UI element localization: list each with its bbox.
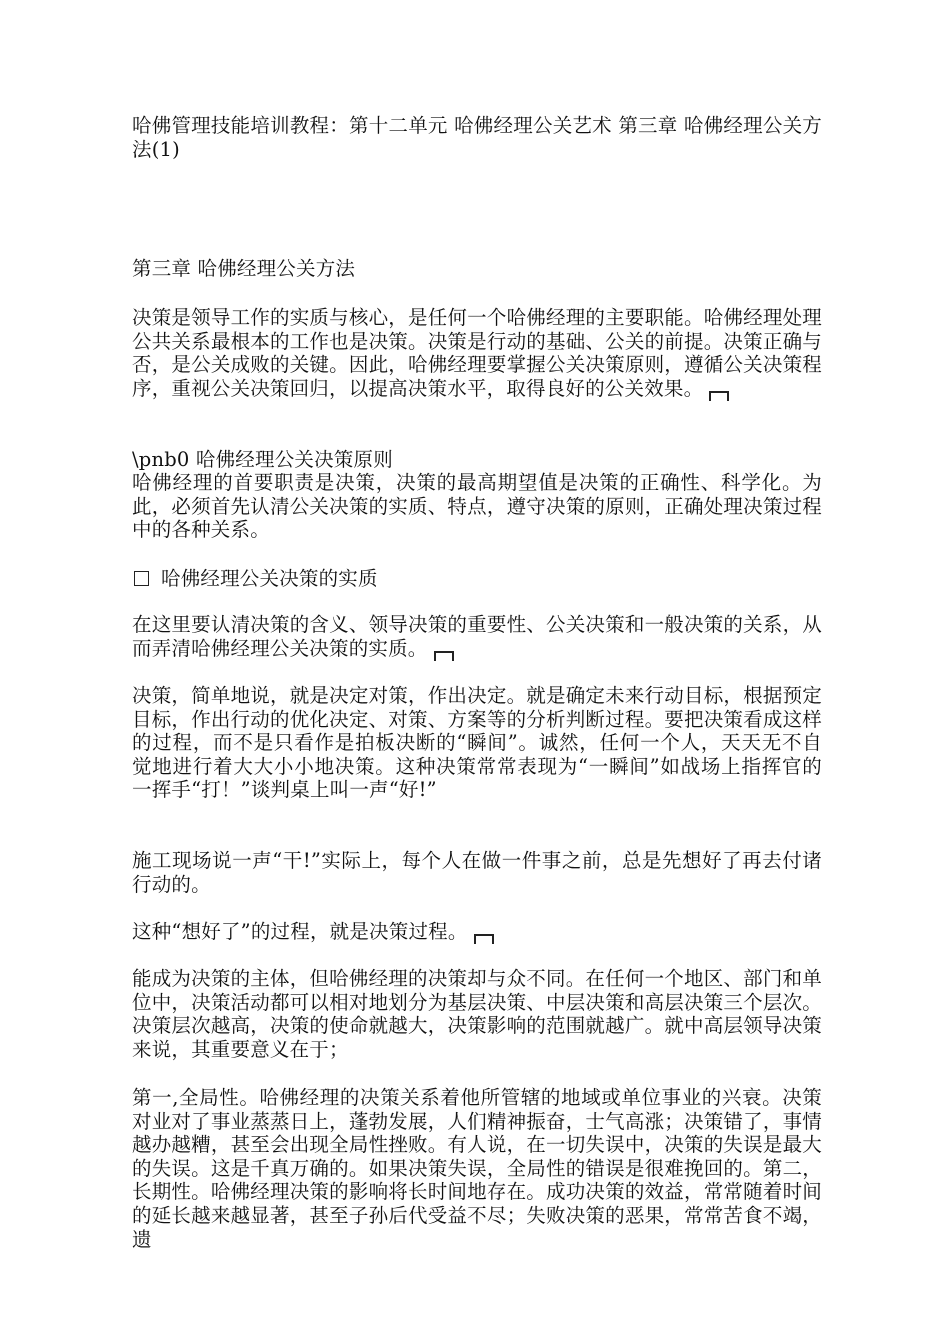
checkbox-square-icon bbox=[134, 571, 149, 586]
paragraph-understanding bbox=[132, 613, 822, 661]
paragraph-text: 在这里要认清决策的含义、领导决策的重要性、公关决策和一般决策的关系，从而弄清哈佛经理公关决策的实质。 bbox=[132, 613, 822, 660]
paragraph-definition: 决策，简单地说，就是决定对策，作出决定。就是确定未来行动目标，根据预定目标，作出行动的优化决定、对策、方案等的分析判断过程。要把决策看成这样的过程，而不是只看作是拍板决断的“瞬间”。诚然，任何一个人，天天无不自觉地进行着大大小小地决策。这种决策常常表现为“一瞬间”如战场上指挥官的一挥手“打！”谈判桌上叫一声“好!” bbox=[132, 684, 822, 802]
subsection-heading-text: 哈佛经理公关决策的实质 bbox=[161, 567, 378, 590]
paragraph-intro bbox=[132, 306, 822, 401]
chapter-heading: 第三章 哈佛经理公关方法 bbox=[132, 257, 356, 280]
paragraph-duty: 哈佛经理的首要职责是决策，决策的最高期望值是决策的正确性、科学化。为此，必须首先认清公关决策的实质、特点，遵守决策的原则，正确处理决策过程中的各种关系。 bbox=[132, 471, 822, 542]
paragraph-construction: 施工现场说一声“干!”实际上，每个人在做一件事之前，总是先想好了再去付诸行动的。 bbox=[132, 849, 822, 896]
subsection-heading bbox=[132, 567, 822, 591]
paragraph-significance: 第一,全局性。哈佛经理的决策关系着他所管辖的地域或单位事业的兴衰。决策对业对了事业蒸蒸日上，蓬勃发展，人们精神振奋，士气高涨；决策错了，事情越办越糟，甚至会出现全局性挫败。有人说，在一切失误中，决策的失误是最大的失误。这是千真万确的。如果决策失误，全局性的错误是很难挽回的。第二，长期性。哈佛经理决策的影响将长时间地存在。成功决策的效益，常常随着时间的延长越来越显著，甚至子孙后代受益不尽；失败决策的恶果，常常苦食不竭，遗 bbox=[132, 1086, 822, 1251]
document-title: 哈佛管理技能培训教程：第十二单元 哈佛经理公关艺术 第三章 哈佛经理公关方法(1) bbox=[132, 114, 822, 161]
paragraph-break-mark-icon bbox=[434, 651, 454, 661]
paragraph-break-mark-icon bbox=[474, 934, 494, 944]
paragraph-text: 决策是领导工作的实质与核心，是任何一个哈佛经理的主要职能。哈佛经理处理公共关系最根本的工作也是决策。决策是行动的基础、公关的前提。决策正确与否，是公关成败的关键。因此，哈佛经理要掌握公关决策原则，遵循公关决策程序，重视公关决策回归，以提高决策水平，取得良好的公关效果。 bbox=[132, 306, 822, 400]
paragraph-text: 这种“想好了”的过程，就是决策过程。 bbox=[132, 920, 468, 943]
paragraph-break-mark-icon bbox=[709, 391, 729, 401]
paragraph-process bbox=[132, 920, 822, 944]
section-heading: \pnb0 哈佛经理公关决策原则 bbox=[132, 448, 393, 471]
paragraph-levels: 能成为决策的主体，但哈佛经理的决策却与众不同。在任何一个地区、部门和单位中，决策活动都可以相对地划分为基层决策、中层决策和高层决策三个层次。决策层次越高，决策的使命就越大，决策影响的范围就越广。就中高层领导决策来说，其重要意义在于； bbox=[132, 967, 822, 1061]
